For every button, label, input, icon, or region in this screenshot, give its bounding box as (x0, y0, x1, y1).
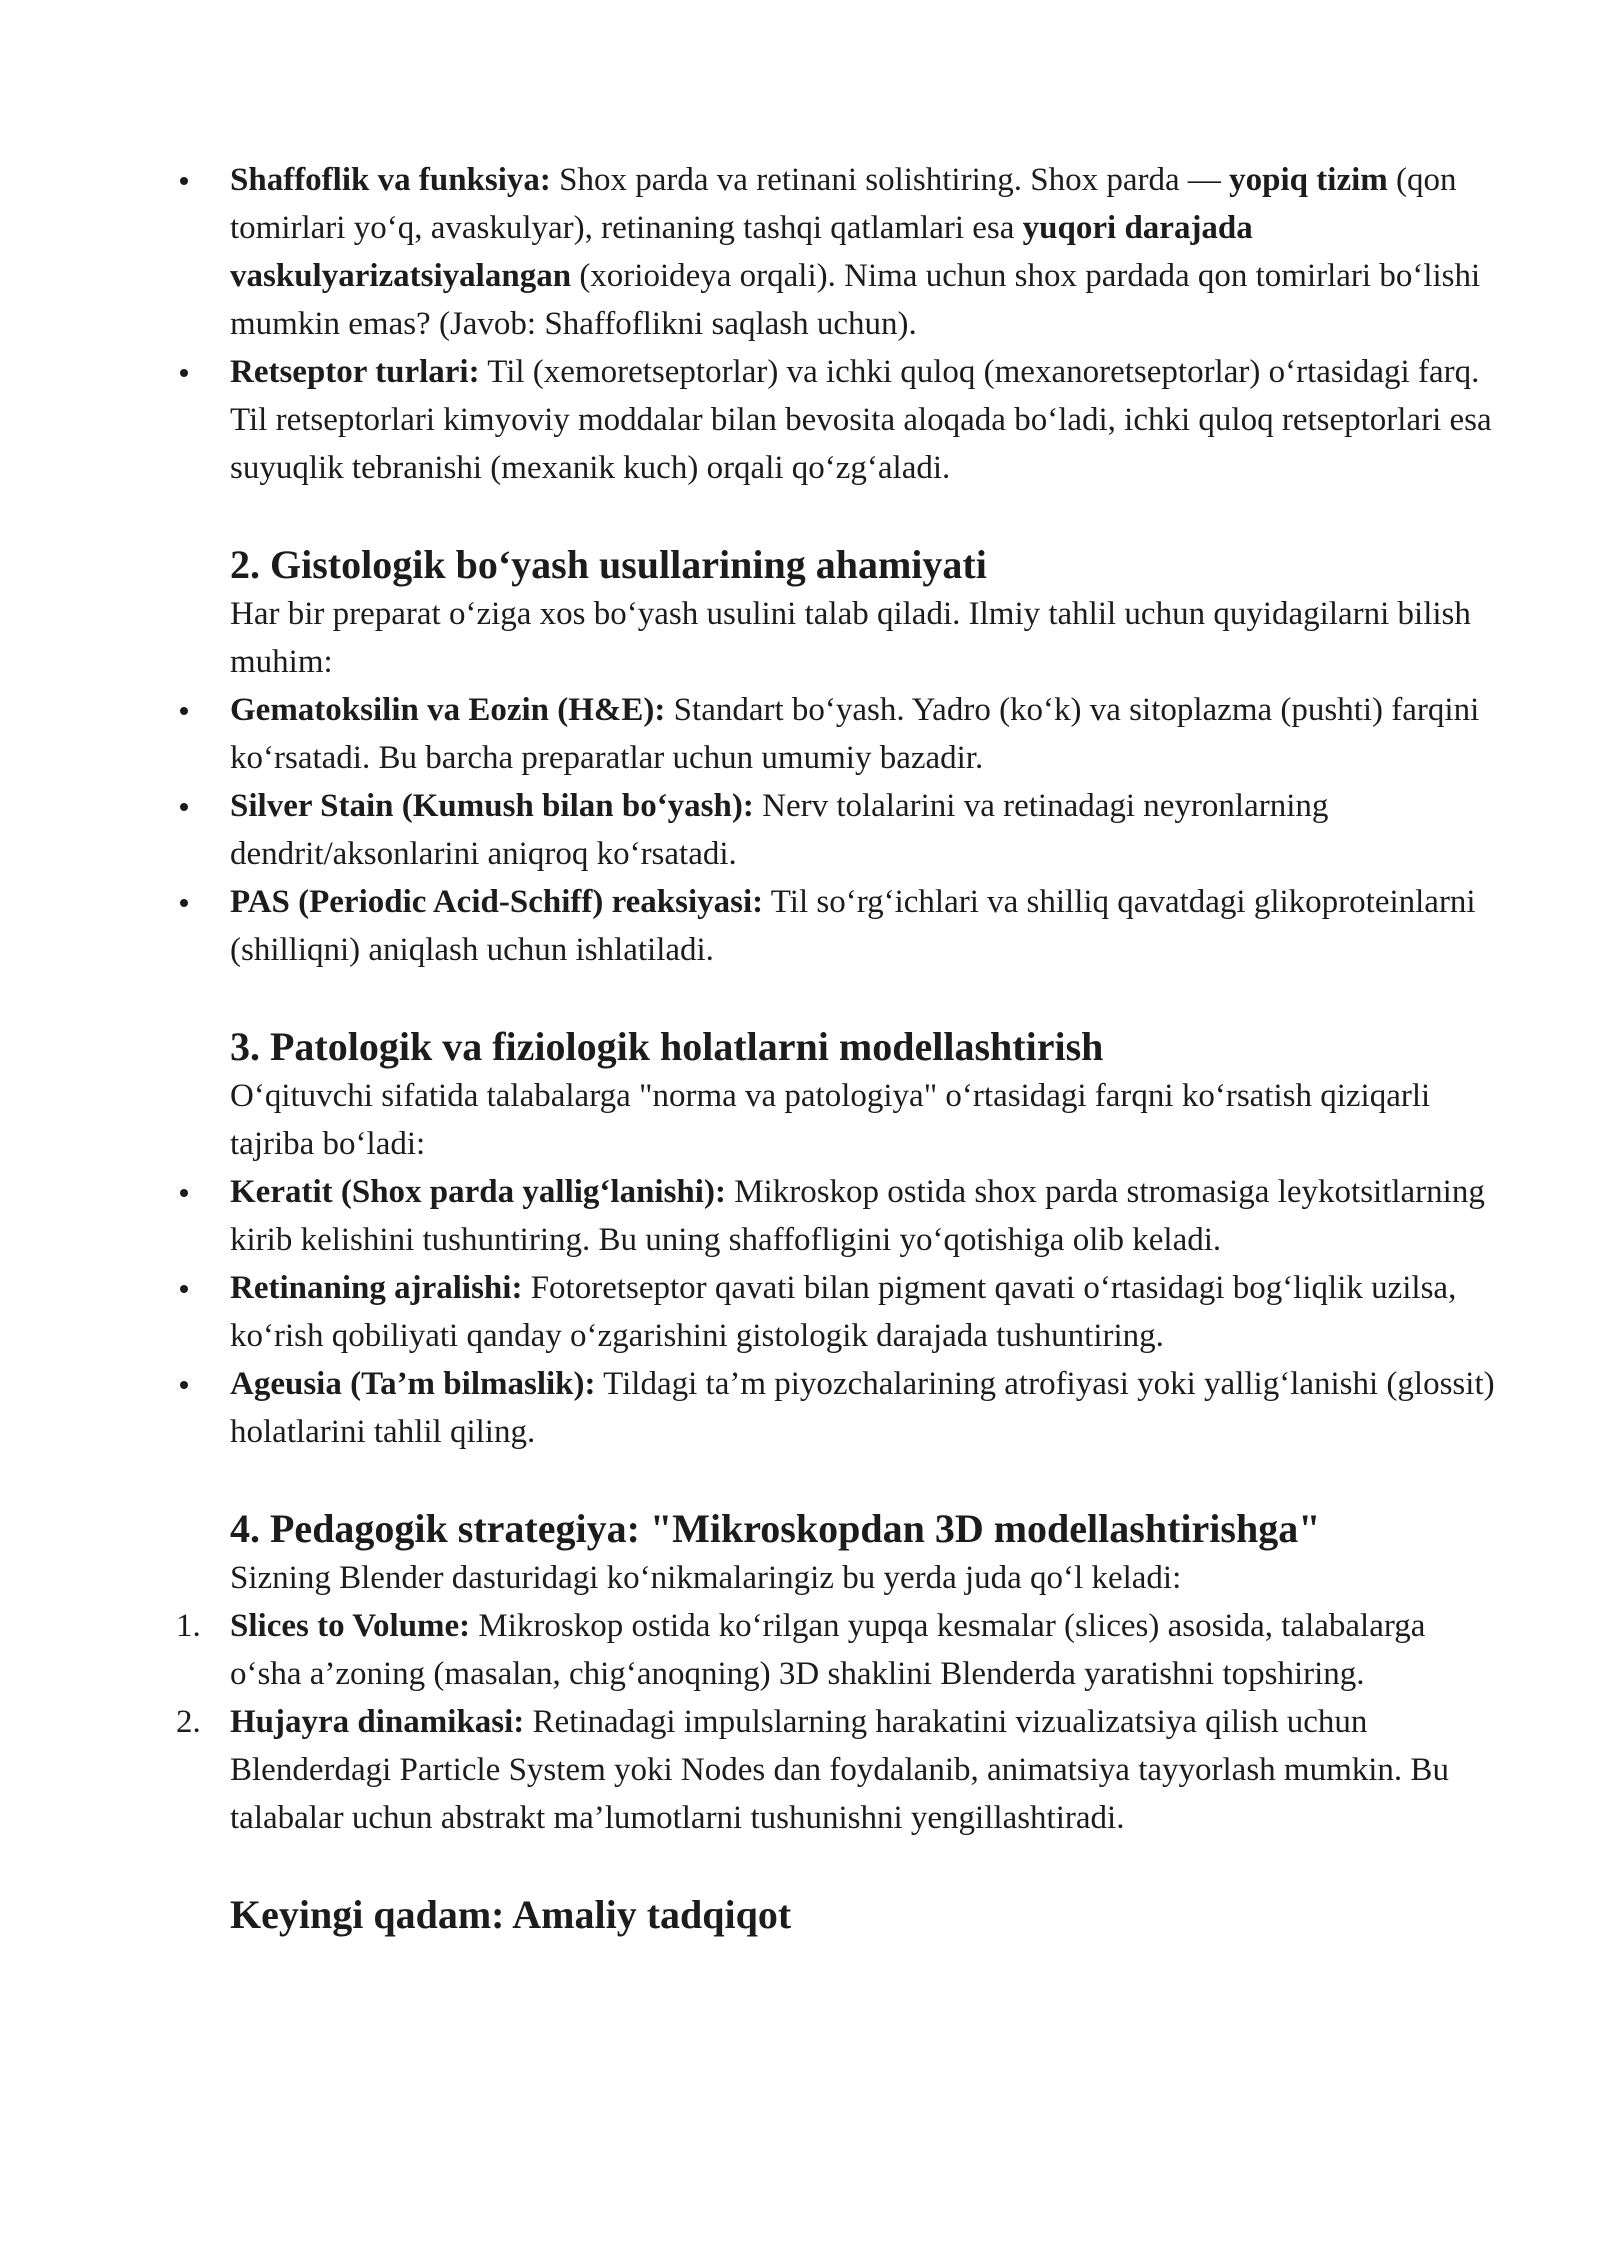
bullet-text: Tildagi ta’m piyozchalarining atrofiyasi yoki yallig‘lanishi (glossit) holatlarini tahlil qiling. (230, 1366, 1495, 1450)
section-pedagogical-strategy (0, 1504, 1600, 1842)
intro-bullet-list (0, 156, 1600, 492)
list-item (0, 1264, 1600, 1360)
bullet-term: Retseptor turlari: (230, 354, 480, 390)
bullet-term: PAS (Periodic Acid-Schiff) reaksiyasi: (230, 884, 764, 920)
bullet-text: Til (xemoretseptorlar) va ichki quloq (mexanoretseptorlar) o‘rtasidagi farq. Til retseptorlari kimyoviy moddalar bilan bevosita aloqada bo‘ladi, ichki quloq retseptorlari esa suyuqlik tebranishi (mexanik kuch) orqali qo‘zg‘aladi. (230, 354, 1492, 486)
bullet-term: Shaffoflik va funksiya: (230, 162, 551, 198)
section-heading: 2. Gistologik bo‘yash usullarining ahamiyati (230, 542, 987, 587)
list-number: 2. (176, 1704, 201, 1740)
bullet-emphasis: yopiq tizim (1229, 162, 1388, 198)
list-item (0, 878, 1600, 974)
bullet-text: Shox parda va retinani solishtiring. Shox parda — (550, 162, 1230, 198)
bullet-term: Gematoksilin va Eozin (H&E): (230, 692, 666, 728)
list-item (0, 1602, 1600, 1698)
bullet-term: Keratit (Shox parda yallig‘lanishi): (230, 1174, 726, 1210)
bullet-list (0, 1168, 1600, 1456)
section-heading: Keyingi qadam: Amaliy tadqiqot (230, 1892, 792, 1937)
section-intro: O‘qituvchi sifatida talabalarga "norma va patologiya" o‘rtasidagi farqni ko‘rsatish qiziqarli tajriba bo‘ladi: (230, 1078, 1431, 1162)
list-item (0, 686, 1600, 782)
bullet-text: Fotoretseptor qavati bilan pigment qavati o‘rtasidagi bog‘liqlik uzilsa, ko‘rish qobiliyati qanday o‘zgarishini gistologik darajada tushuntiring. (230, 1270, 1457, 1354)
bullet-term: Ageusia (Ta’m bilmaslik): (230, 1366, 596, 1402)
list-item (0, 782, 1600, 878)
list-item (0, 1168, 1600, 1264)
bullet-emphasis: yuqori darajada vaskulyarizatsiyalangan (230, 210, 1253, 294)
section-heading: 3. Patologik va fiziologik holatlarni modellashtirish (230, 1024, 1104, 1069)
bullet-text: (xorioideya orqali). Nima uchun shox pardada qon tomirlari bo‘lishi mumkin emas? (Javob: Shaffoflikni saqlash uchun). (230, 258, 1481, 342)
bullet-text: Nerv tolalarini va retinadagi neyronlarning dendrit/aksonlarini aniqroq ko‘rsatadi. (230, 788, 1329, 872)
section-intro: Sizning Blender dasturidagi ko‘nikmalaringiz bu yerda juda qo‘l keladi: (230, 1560, 1182, 1596)
bullet-term: Silver Stain (Kumush bilan bo‘yash): (230, 788, 754, 824)
list-item (0, 1360, 1600, 1456)
bullet-text: Mikroskop ostida ko‘rilgan yupqa kesmalar (slices) asosida, talabalarga o‘sha a’zoning (masalan, chig‘anoqning) 3D shaklini Blenderda yaratishni topshiring. (230, 1608, 1426, 1692)
list-item (0, 348, 1600, 492)
section-intro: Har bir preparat o‘ziga xos bo‘yash usulini talab qiladi. Ilmiy tahlil uchun quyidagilarni bilish muhim: (230, 596, 1471, 680)
section-heading: 4. Pedagogik strategiya: "Mikroskopdan 3D modellashtirishga" (230, 1506, 1321, 1551)
list-item (0, 1698, 1600, 1842)
bullet-list (0, 686, 1600, 974)
bullet-term: Slices to Volume: (230, 1608, 471, 1644)
section-next-step (0, 1890, 1600, 1940)
list-number: 1. (176, 1608, 201, 1644)
bullet-text: (qon tomirlari yo‘q, avaskulyar), retinaning tashqi qatlamlari esa (230, 162, 1457, 246)
numbered-list (0, 1602, 1600, 1842)
bullet-text: Standart bo‘yash. Yadro (ko‘k) va sitoplazma (pushti) farqini ko‘rsatadi. Bu barcha preparatlar uchun umumiy bazadir. (230, 692, 1480, 776)
bullet-text: Mikroskop ostida shox parda stromasiga leykotsitlarning kirib kelishini tushuntiring. Bu uning shaffofligini yo‘qotishiga olib keladi. (230, 1174, 1485, 1258)
bullet-text: Til so‘rg‘ichlari va shilliq qavatdagi glikoproteinlarni (shilliqni) aniqlash uchun ishlatiladi. (230, 884, 1476, 968)
list-item (0, 156, 1600, 348)
bullet-text: Retinadagi impulslarning harakatini vizualizatsiya qilish uchun Blenderdagi Particle System yoki Nodes dan foydalanib, animatsiya tayyorlash mumkin. Bu talabalar uchun abstrakt ma’lumotlarni tushunishni yengillashtiradi. (230, 1704, 1449, 1836)
bullet-term: Hujayra dinamikasi: (230, 1704, 525, 1740)
section-pathology-modeling (0, 1022, 1600, 1456)
document-content (0, 156, 1600, 1940)
bullet-term: Retinaning ajralishi: (230, 1270, 523, 1306)
section-staining-methods (0, 540, 1600, 974)
